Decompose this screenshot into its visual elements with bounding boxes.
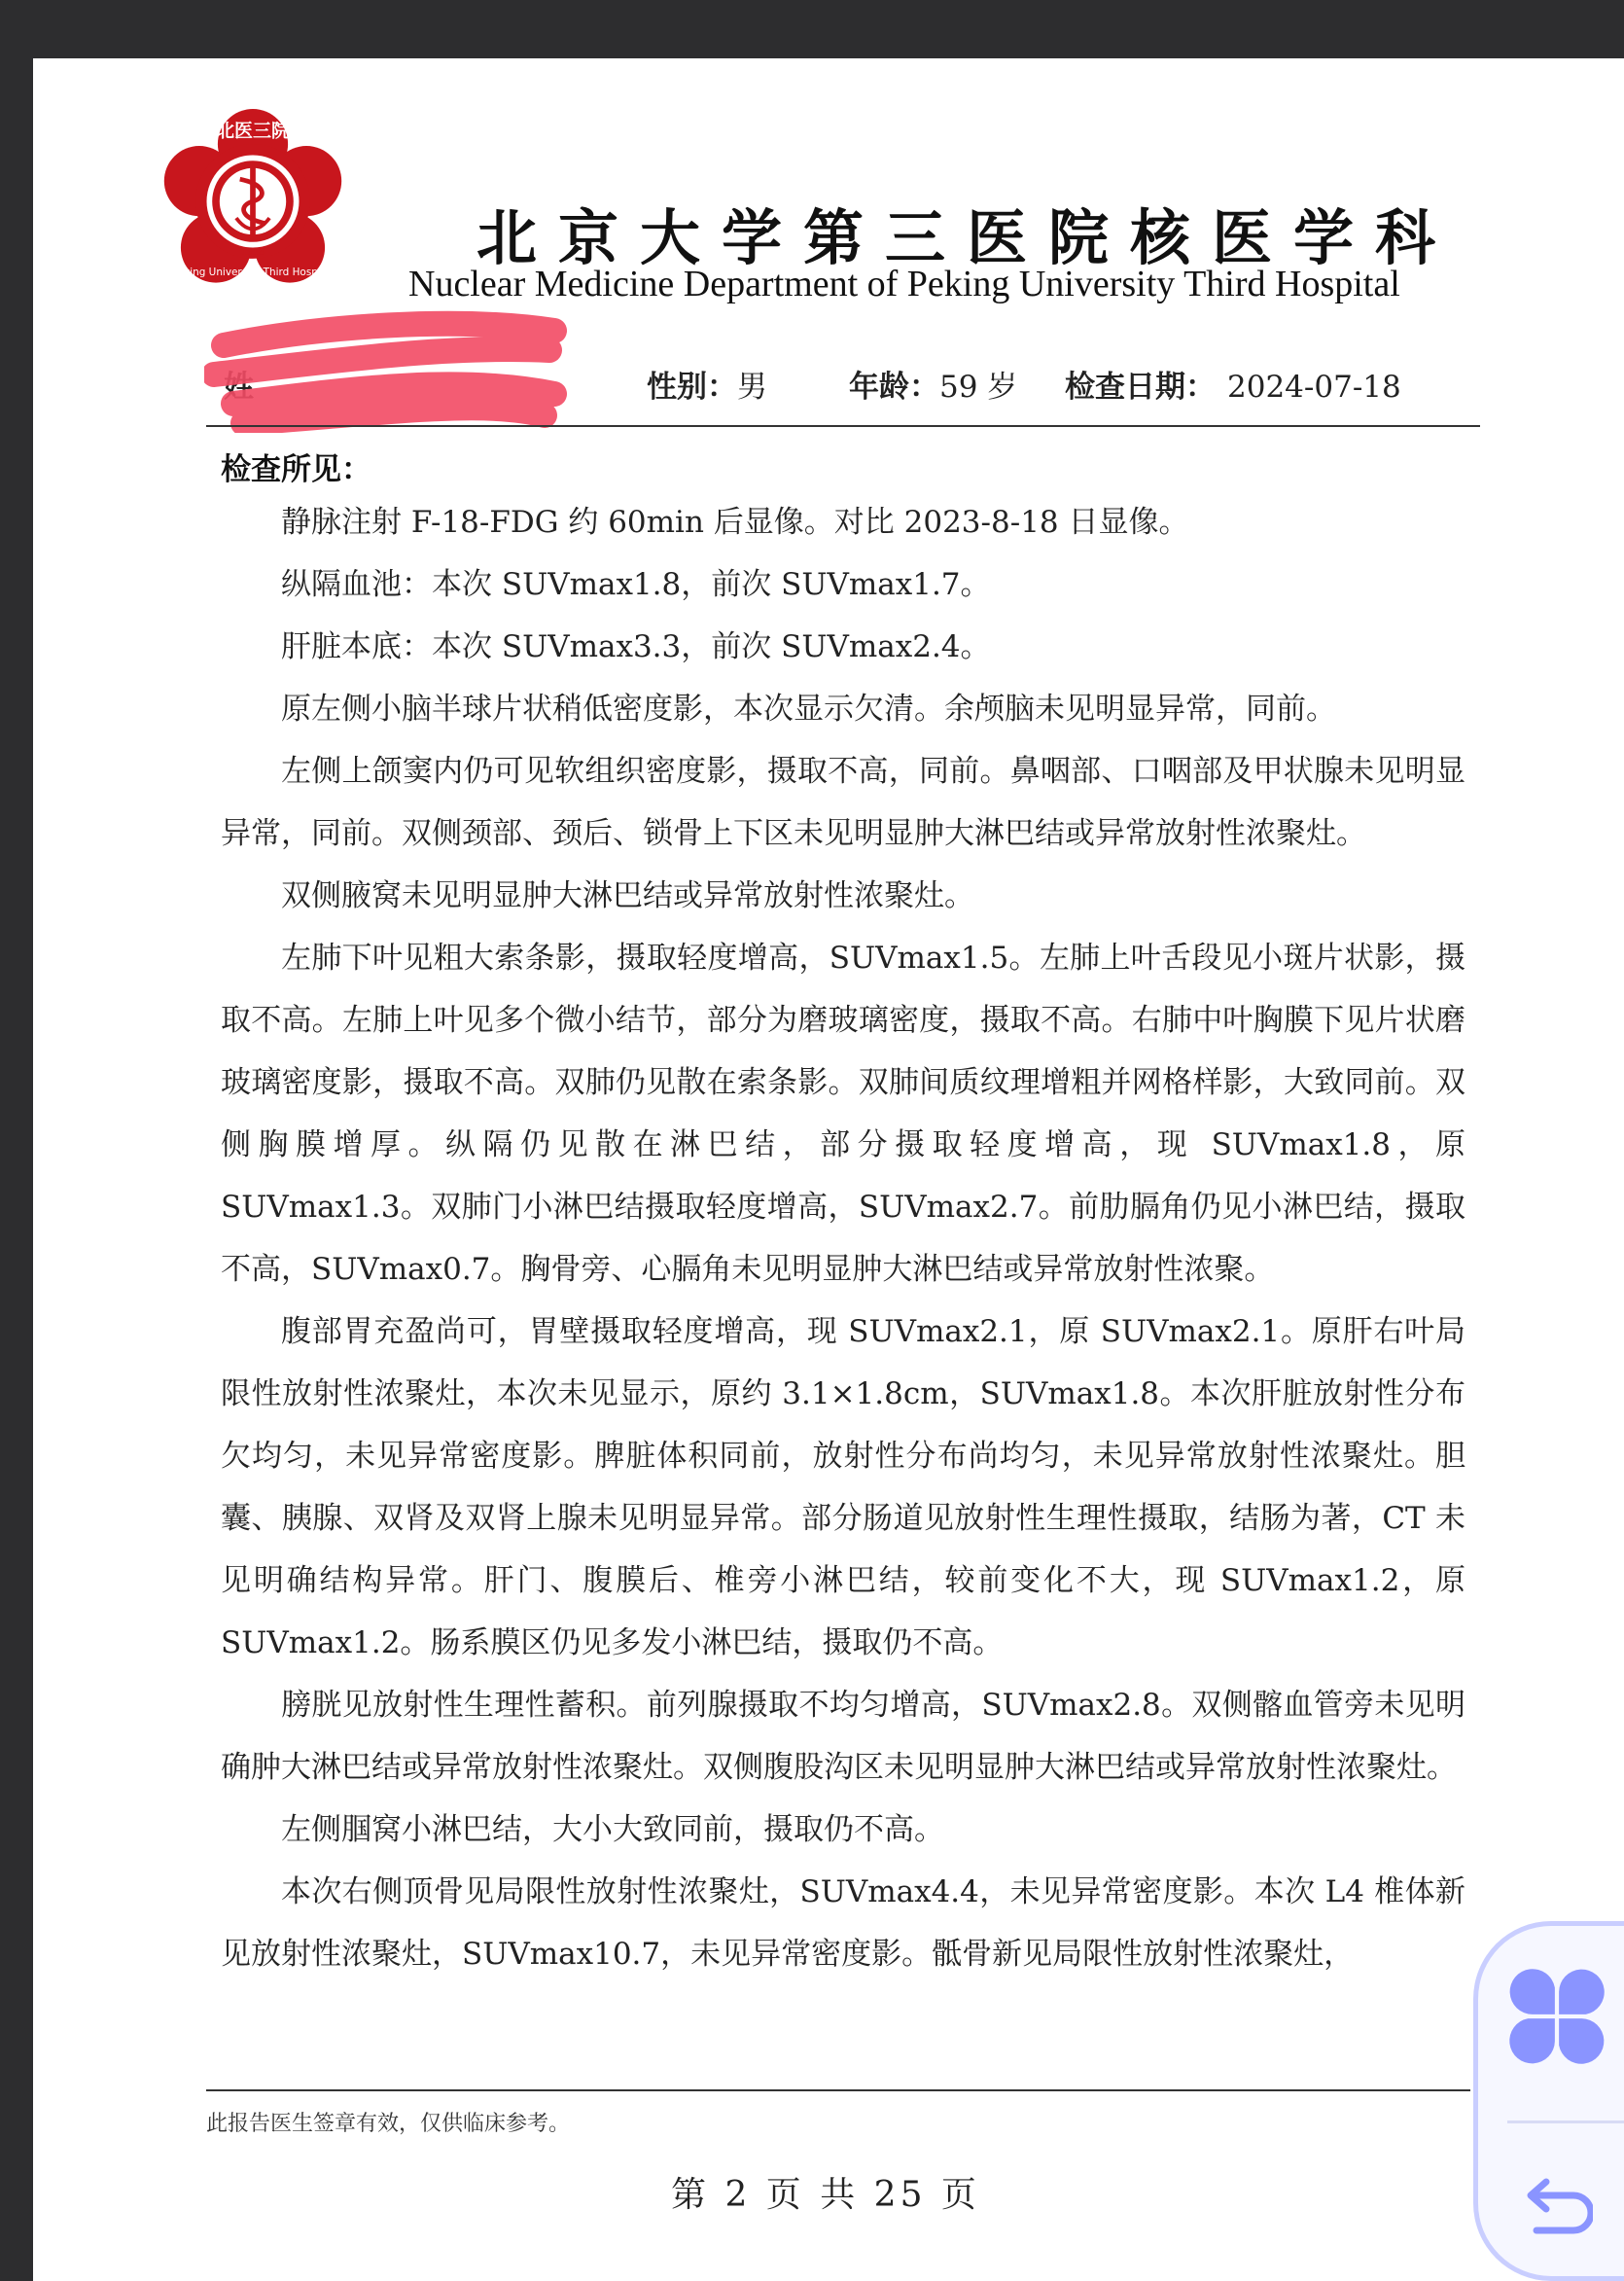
hospital-name-cn: 北京大学第三医院核医学科	[477, 202, 1458, 273]
findings-paragraph: 腹部胃充盈尚可，胃壁摄取轻度增高，现 SUVmax2.1，原 SUVmax2.1。原肝右叶局限性放射性浓聚灶，本次未见显示，原约 3.1×1.8cm，SUVmax1.8。本次肝脏放射性分布欠均匀，未见异常密度影。脾脏体积同前，放射性分布尚均匀，未见异常放射性浓聚灶。胆囊、胰腺、双肾及双肾上腺未见明显异常。部分肠道见放射性生理性摄取，结肠为著，CT 未见明确结构异常。肝门、腹膜后、椎旁小淋巴结，较前变化不大，现 SUVmax1.2，原 SUVmax1.2。肠系膜区仍见多发小淋巴结，摄取仍不高。	[221, 1314, 1465, 1660]
findings-paragraph: 左侧上颌窦内仍可见软组织密度影，摄取不高，同前。鼻咽部、口咽部及甲状腺未见明显异常，同前。双侧颈部、颈后、锁骨上下区未见明显肿大淋巴结或异常放射性浓聚灶。	[221, 754, 1465, 851]
hospital-seal-icon	[160, 109, 345, 294]
back-arrow-icon[interactable]	[1515, 2174, 1593, 2242]
findings-paragraph: 双侧腋窝未见明显肿大淋巴结或异常放射性浓聚灶。	[281, 878, 974, 913]
floating-toolbar	[1473, 1921, 1624, 2281]
findings-paragraph: 肝脏本底：本次 SUVmax3.3，前次 SUVmax2.4。	[281, 629, 991, 664]
patient-name-label: 姓	[224, 370, 254, 405]
findings-paragraph: 原左侧小脑半球片状稍低密度影，本次显示欠清。余颅脑未见明显异常，同前。	[281, 692, 1336, 727]
footer-disclaimer: 此报告医生签章有效，仅供临床参考。	[206, 2112, 571, 2136]
gender-label: 性别：	[647, 370, 737, 405]
findings-title: 检查所见：	[221, 452, 371, 487]
findings-paragraph: 膀胱见放射性生理性蓄积。前列腺摄取不均匀增高，SUVmax2.8。双侧髂血管旁未见明确肿大淋巴结或异常放射性浓聚灶。双侧腹股沟区未见明显肿大淋巴结或异常放射性浓聚灶。	[221, 1688, 1465, 1785]
findings-paragraph: 左侧腘窝小淋巴结，大小大致同前，摄取仍不高。	[281, 1812, 944, 1847]
patient-info-row	[0, 362, 1591, 410]
hospital-name-en: Nuclear Medicine Department of Peking University Third Hospital	[408, 264, 1400, 304]
exam-date-field	[1065, 362, 1401, 406]
svg-text:北医三院: 北医三院	[215, 120, 291, 142]
age-value: 59 岁	[939, 370, 1018, 405]
svg-text:Peking University Third Hospit: Peking University Third Hospital	[171, 267, 335, 278]
toolbar-divider	[1507, 2121, 1624, 2123]
gender-value: 男	[737, 370, 767, 405]
gender-field	[647, 362, 767, 406]
header-divider	[206, 425, 1480, 427]
findings-body	[221, 491, 1465, 1985]
findings-paragraph: 本次右侧顶骨见局限性放射性浓聚灶，SUVmax4.4，未见异常密度影。本次 L4 椎体新见放射性浓聚灶，SUVmax10.7，未见异常密度影。骶骨新见局限性放射性浓聚灶，	[221, 1874, 1465, 1972]
footer-divider	[206, 2089, 1470, 2091]
findings-paragraph: 纵隔血池：本次 SUVmax1.8，前次 SUVmax1.7。	[281, 567, 991, 602]
svg-text:1958: 1958	[240, 247, 265, 259]
age-field	[849, 362, 1017, 406]
age-label: 年龄：	[849, 370, 939, 405]
app-top-bar	[0, 0, 1624, 58]
page-indicator: 第 2 页 共 25 页	[671, 2175, 980, 2215]
exam-date-value: 2024-07-18	[1227, 370, 1401, 405]
exam-date-label: 检查日期：	[1065, 370, 1216, 405]
apps-icon[interactable]	[1505, 1965, 1608, 2068]
findings-paragraph: 静脉注射 F-18-FDG 约 60min 后显像。对比 2023-8-18 日显像。	[281, 505, 1189, 540]
findings-paragraph: 左肺下叶见粗大索条影，摄取轻度增高，SUVmax1.5。左肺上叶舌段见小斑片状影，摄取不高。左肺上叶见多个微小结节，部分为磨玻璃密度，摄取不高。右肺中叶胸膜下见片状磨玻璃密度影，摄取不高。双肺仍见散在索条影。双肺间质纹理增粗并网格样影，大致同前。双侧胸膜增厚。纵隔仍见散在淋巴结，部分摄取轻度增高，现 SUVmax1.8，原 SUVmax1.3。双肺门小淋巴结摄取轻度增高，SUVmax2.7。前肋膈角仍见小淋巴结，摄取不高，SUVmax0.7。胸骨旁、心膈角未见明显肿大淋巴结或异常放射性浓聚。	[221, 941, 1465, 1287]
